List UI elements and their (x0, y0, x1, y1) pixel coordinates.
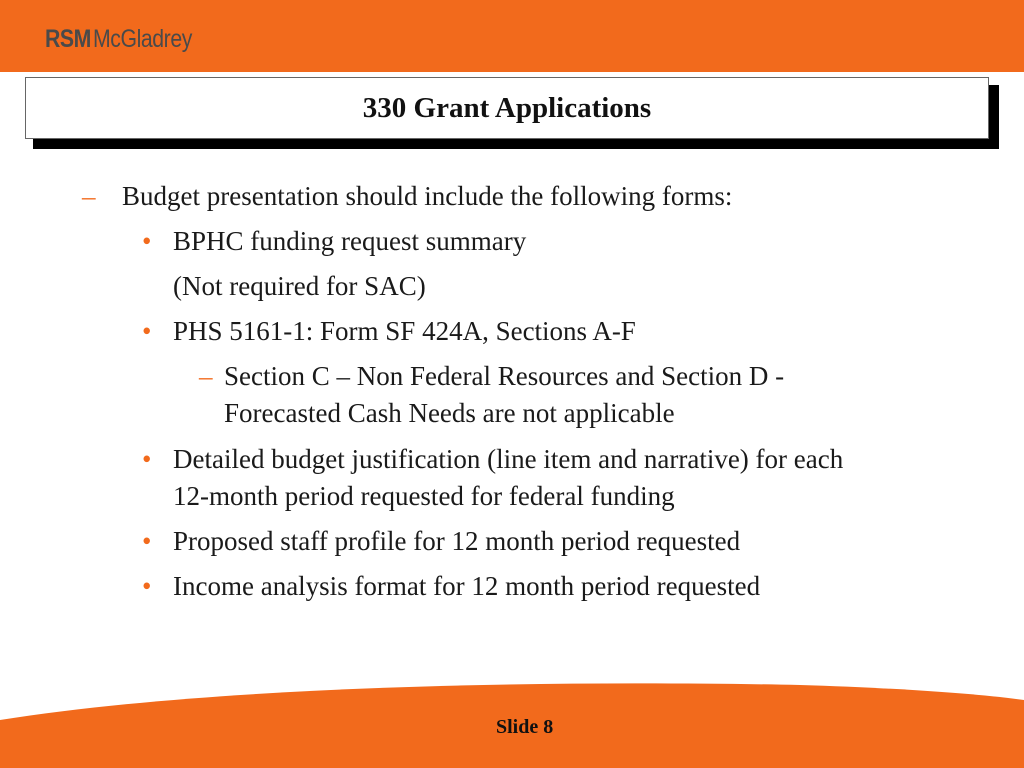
bullet-item-5: Income analysis format for 12 month period requested (173, 571, 761, 601)
bullet-marker: • (142, 526, 152, 556)
slide-number: Slide 8 (496, 716, 554, 738)
bullet-item-2: PHS 5161-1: Form SF 424A, Sections A-F (173, 316, 636, 346)
logo-name: McGladrey (93, 25, 192, 53)
sub-item-line-2: Forecasted Cash Needs are not applicable (224, 398, 675, 428)
sub-item-line-1: Section C – Non Federal Resources and Section D - (224, 361, 785, 391)
dash-marker: – (82, 181, 96, 211)
title-box (25, 77, 989, 139)
bullet-item-1-line-1: BPHC funding request summary (173, 226, 527, 256)
slide-title: 330 Grant Applications (362, 91, 652, 124)
logo-brand: RSM (45, 25, 91, 53)
bullet-marker: • (142, 444, 152, 474)
sub-dash-marker: – (199, 361, 213, 391)
bullet-item-3-line-1: Detailed budget justification (line item and narrative) for each (173, 444, 844, 474)
bullet-marker: • (142, 226, 152, 256)
bullet-item-3-line-2: 12-month period requested for federal funding (173, 481, 675, 511)
company-logo (45, 24, 209, 54)
bullet-item-1-line-2: (Not required for SAC) (173, 271, 426, 301)
bullet-marker: • (142, 316, 152, 346)
bullet-item-4: Proposed staff profile for 12 month period requested (173, 526, 741, 556)
header-bar (0, 0, 1024, 72)
bullet-marker: • (142, 571, 152, 601)
intro-text: Budget presentation should include the following forms: (122, 181, 733, 211)
